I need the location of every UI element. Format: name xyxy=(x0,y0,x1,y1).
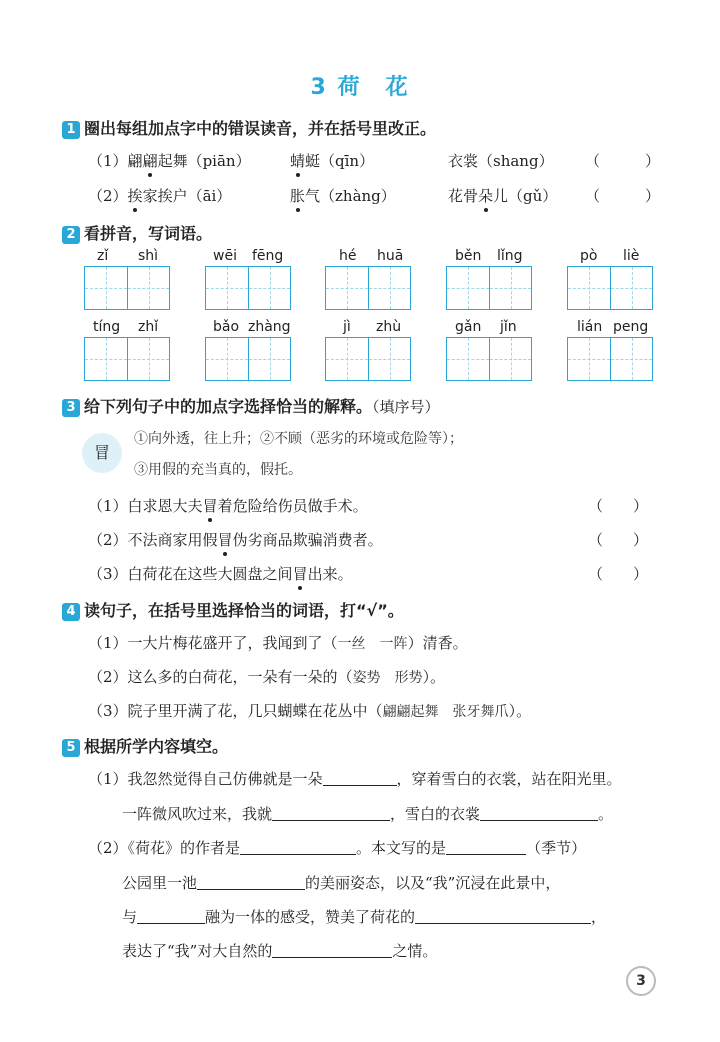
pinyin: hé xyxy=(339,248,357,264)
dotted-char: 蜻 xyxy=(290,152,306,170)
pinyin: lián xyxy=(577,319,603,335)
answer-paren[interactable]: （ ） xyxy=(585,187,661,205)
dotted-char: 胀 xyxy=(290,187,306,205)
item-number: （1） xyxy=(88,152,128,170)
grid-cell[interactable] xyxy=(326,267,368,309)
grid-cell[interactable] xyxy=(127,267,169,309)
answer-paren[interactable]: （ ） xyxy=(588,565,649,583)
grid-cell[interactable] xyxy=(610,338,652,380)
grid-cell[interactable] xyxy=(568,267,610,309)
pinyin: gǎn xyxy=(455,319,482,335)
word-pinyin: 气（zhàng） xyxy=(305,187,396,205)
q4-number: 4 xyxy=(62,603,80,621)
fill-blank[interactable] xyxy=(240,838,356,855)
page-number: 3 xyxy=(626,966,656,996)
word-pinyin: 衣裳（shang） xyxy=(448,152,554,170)
dotted-char: 朵 xyxy=(478,187,494,205)
fill-text: ，穿着雪白的衣裳，站在阳光里。 xyxy=(396,770,622,788)
answer-paren[interactable]: （ ） xyxy=(585,152,661,170)
item-number: （2） xyxy=(88,531,128,549)
dotted-char: 冒 xyxy=(292,565,308,583)
definition-line-1: ①向外透，往上升；②不顾（恶劣的环境或危险等）； xyxy=(134,431,463,447)
word-text: 花骨 xyxy=(448,187,479,205)
word-pinyin: 儿（gǔ） xyxy=(493,187,558,205)
grid-cell[interactable] xyxy=(85,267,127,309)
dotted-char: 冒 xyxy=(202,497,218,515)
fill-text: 。本文写的是 xyxy=(356,839,447,857)
page-title: 3 荷 花 xyxy=(310,75,410,100)
q3-text: 给下列句子中的加点字选择恰当的解释。 xyxy=(84,397,373,416)
sentence-text: ）。 xyxy=(422,668,446,686)
word-bubble: 冒 xyxy=(82,433,122,473)
fill-text: 。 xyxy=(598,805,614,823)
q1-row1-b xyxy=(290,150,374,171)
item-number: （3） xyxy=(88,565,128,583)
pinyin: fēng xyxy=(252,248,284,264)
fill-blank[interactable] xyxy=(480,804,598,821)
q1-text: 圈出每组加点字中的错误读音，并在括号里改正。 xyxy=(84,119,437,138)
word-options[interactable]: 姿势 形势 xyxy=(352,670,423,686)
q2-number: 2 xyxy=(62,226,80,244)
q3-sentence-1 xyxy=(88,495,368,516)
word-pinyin: 蜓（qīn） xyxy=(305,152,375,170)
pinyin: jǐn xyxy=(500,319,517,335)
grid-cell[interactable] xyxy=(85,338,127,380)
sentence-text: 不法商家用假 xyxy=(127,531,218,549)
fill-text: （2）《荷花》的作者是 xyxy=(88,839,241,857)
sentence-text: 白荷花在这些大圆盘之间 xyxy=(127,565,293,583)
writing-grid[interactable] xyxy=(84,337,170,381)
q1-number: 1 xyxy=(62,121,80,139)
writing-grid[interactable] xyxy=(205,337,291,381)
q2-text: 看拼音，写词语。 xyxy=(84,224,213,243)
q5-heading xyxy=(62,734,228,757)
q5-line-1 xyxy=(88,768,622,789)
q1-row2-b xyxy=(290,185,396,206)
word-pinyin: 起舞（piān） xyxy=(157,152,251,170)
answer-paren[interactable]: （ ） xyxy=(588,531,649,549)
q4-heading xyxy=(62,598,404,621)
word-options[interactable]: 一丝 一阵 xyxy=(337,636,408,652)
q4-sentence-1 xyxy=(88,632,468,653)
fill-text: 与 xyxy=(122,908,138,926)
q3-sentence-3 xyxy=(88,563,353,584)
writing-grid[interactable] xyxy=(84,266,170,310)
pinyin: wēi xyxy=(213,248,237,264)
writing-grid[interactable] xyxy=(325,266,411,310)
fill-blank[interactable] xyxy=(446,838,526,855)
pinyin: zhǐ xyxy=(138,319,159,335)
sentence-text: ）清香。 xyxy=(407,634,468,652)
q3-number: 3 xyxy=(62,399,80,417)
definition-line-2: ③用假的充当真的，假托。 xyxy=(134,462,302,478)
fill-text: 融为一体的感受，赞美了荷花的 xyxy=(205,908,416,926)
grid-cell[interactable] xyxy=(206,267,248,309)
pinyin: zhù xyxy=(376,319,402,335)
dotted-char: 翩 xyxy=(142,152,158,170)
grid-cell[interactable] xyxy=(568,338,610,380)
word-options[interactable]: 翩翩起舞 张牙舞爪 xyxy=(382,704,509,720)
pinyin: zhàng xyxy=(248,319,291,335)
q4-sentence-3 xyxy=(88,700,531,721)
grid-cell[interactable] xyxy=(368,338,410,380)
q5-line-4 xyxy=(122,872,560,893)
grid-cell[interactable] xyxy=(127,338,169,380)
q1-row2 xyxy=(88,185,231,206)
grid-cell[interactable] xyxy=(326,338,368,380)
sentence-text: 这么多的白荷花，一朵有一朵的（ xyxy=(127,668,353,686)
sentence-text: 出来。 xyxy=(307,565,353,583)
q5-text: 根据所学内容填空。 xyxy=(84,737,229,756)
sentence-text: 伪劣商品欺骗消费者。 xyxy=(232,531,383,549)
writing-grid[interactable] xyxy=(567,337,653,381)
fill-blank[interactable] xyxy=(137,907,205,924)
q3-heading xyxy=(62,394,440,417)
grid-cell[interactable] xyxy=(248,267,290,309)
answer-paren[interactable]: （ ） xyxy=(588,497,649,515)
word-pinyin: 家挨户（āi） xyxy=(142,187,232,205)
fill-text: ，雪白的衣裳 xyxy=(390,805,481,823)
pinyin: shì xyxy=(138,248,159,264)
grid-cell[interactable] xyxy=(489,338,531,380)
fill-blank[interactable] xyxy=(415,907,591,924)
q4-text: 读句子，在括号里选择恰当的词语，打“√”。 xyxy=(84,601,404,620)
grid-cell[interactable] xyxy=(610,267,652,309)
grid-cell[interactable] xyxy=(248,338,290,380)
q5-line-2 xyxy=(122,803,613,824)
pinyin: lǐng xyxy=(497,248,523,264)
q2-heading xyxy=(62,221,212,244)
q4-sentence-2 xyxy=(88,666,445,687)
sentence-text: 白求恩大夫 xyxy=(127,497,203,515)
q3-sentence-2 xyxy=(88,529,383,550)
fill-text: 的美丽姿态，以及“我”沉浸在此景中， xyxy=(305,874,561,892)
q1-row1 xyxy=(88,150,251,171)
pinyin: bǎo xyxy=(213,319,240,335)
pinyin: tíng xyxy=(93,319,121,335)
item-number: （2） xyxy=(88,187,128,205)
word-text: 翩 xyxy=(127,152,143,170)
grid-cell[interactable] xyxy=(206,338,248,380)
fill-blank[interactable] xyxy=(272,804,390,821)
fill-blank[interactable] xyxy=(323,769,397,786)
fill-blank[interactable] xyxy=(197,873,305,890)
q1-row2-c xyxy=(448,185,557,206)
fill-text: 表达了“我”对大自然的 xyxy=(122,942,273,960)
writing-grid[interactable] xyxy=(446,337,532,381)
fill-text: （1）我忽然觉得自己仿佛就是一朵 xyxy=(88,770,323,788)
writing-grid[interactable] xyxy=(325,337,411,381)
q5-number: 5 xyxy=(62,739,80,757)
pinyin: liè xyxy=(623,248,640,264)
fill-text: 一阵微风吹过来，我就 xyxy=(122,805,273,823)
q5-line-5 xyxy=(122,906,606,927)
fill-text: 之情。 xyxy=(392,942,438,960)
pinyin: peng xyxy=(613,319,649,335)
q1-heading xyxy=(62,116,436,139)
q1-row1-c xyxy=(448,150,554,171)
sentence-text: ）。 xyxy=(508,702,532,720)
fill-text: （季节） xyxy=(526,839,587,857)
pinyin: běn xyxy=(455,248,482,264)
sentence-text: 一大片梅花盛开了，我闻到了（ xyxy=(127,634,338,652)
fill-text: ， xyxy=(591,908,607,926)
grid-cell[interactable] xyxy=(489,267,531,309)
item-number: （1） xyxy=(88,634,128,652)
grid-cell[interactable] xyxy=(368,267,410,309)
sentence-text: 院子里开满了花，几只蝴蝶在花丛中（ xyxy=(127,702,383,720)
fill-text: 公园里一池 xyxy=(122,874,198,892)
writing-grid[interactable] xyxy=(205,266,291,310)
grid-cell[interactable] xyxy=(447,267,489,309)
dotted-char: 挨 xyxy=(127,187,143,205)
writing-grid[interactable] xyxy=(567,266,653,310)
pinyin: huā xyxy=(377,248,404,264)
item-number: （2） xyxy=(88,668,128,686)
pinyin: pò xyxy=(580,248,598,264)
fill-blank[interactable] xyxy=(272,941,392,958)
pinyin: zǐ xyxy=(97,248,109,264)
grid-cell[interactable] xyxy=(447,338,489,380)
writing-grid[interactable] xyxy=(446,266,532,310)
item-number: （3） xyxy=(88,702,128,720)
q3-suffix: （填序号） xyxy=(372,398,440,416)
item-number: （1） xyxy=(88,497,128,515)
pinyin: jì xyxy=(343,319,351,335)
q5-line-6 xyxy=(122,940,437,961)
sentence-text: 着危险给伤员做手术。 xyxy=(217,497,368,515)
dotted-char: 冒 xyxy=(217,531,233,549)
q5-line-3 xyxy=(88,837,586,858)
